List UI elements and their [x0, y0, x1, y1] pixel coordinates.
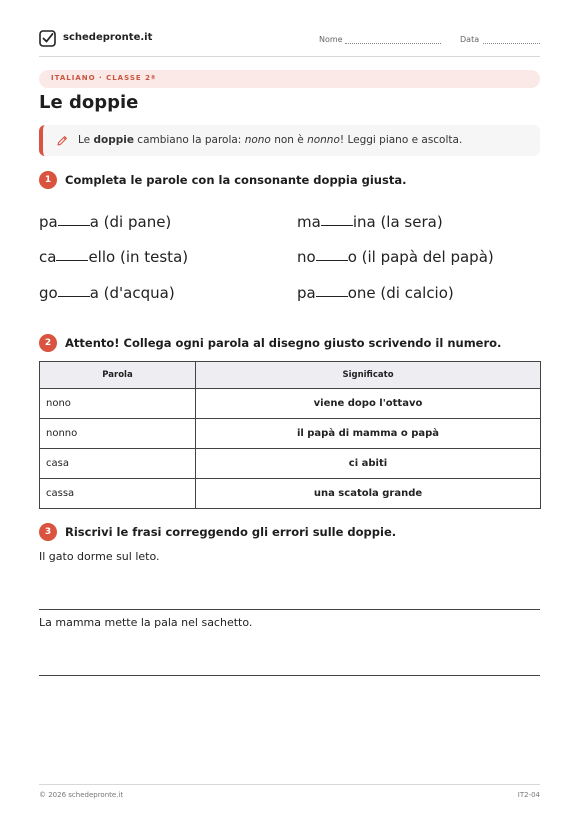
table-row — [40, 479, 541, 509]
section-title: Riscrivi le frasi correggendo gli errori sulle doppie. — [65, 525, 397, 539]
date-label: Data — [460, 35, 480, 44]
table-header-row — [40, 362, 541, 389]
table-row — [40, 389, 541, 419]
meaning-cell: viene dopo l'ottavo — [196, 389, 541, 419]
checkbox-logo-icon — [39, 30, 56, 47]
word-cell: cassa — [40, 479, 196, 509]
section-title: Attento! Collega ogni parola al disegno giusto scrivendo il numero. — [65, 336, 502, 350]
blank-field[interactable] — [316, 295, 348, 297]
section-number: 1 — [39, 171, 57, 189]
name-field[interactable] — [345, 43, 441, 44]
section-title: Completa le parole con la consonante doppia giusta. — [65, 173, 407, 187]
fill-word-6: pa one (di calcio) — [297, 284, 454, 302]
blank-field[interactable] — [321, 224, 353, 226]
page-header — [39, 30, 540, 57]
name-label: Nome — [319, 35, 343, 44]
column-header-meaning: Significato — [196, 362, 541, 389]
fill-word-1: pa a (di pane) — [39, 213, 172, 231]
meaning-cell: una scatola grande — [196, 479, 541, 509]
category-label: ITALIANO · CLASSE 2ª — [51, 74, 156, 82]
writing-line-2[interactable] — [39, 675, 540, 676]
fill-word-4: no o (il papà del papà) — [297, 248, 494, 266]
worksheet-code: IT2-04 — [517, 791, 540, 799]
page-footer — [39, 784, 540, 799]
sentence-1: Il gato dorme sul leto. — [39, 550, 160, 563]
fill-word-2: ma ina (la sera) — [297, 213, 443, 231]
tip-box — [39, 125, 540, 156]
fill-word-3: ca ello (in testa) — [39, 248, 189, 266]
blank-field[interactable] — [58, 224, 90, 226]
worksheet-page — [39, 0, 540, 819]
page-title: Le doppie — [39, 92, 139, 113]
fill-word-5: go a (d'acqua) — [39, 284, 175, 302]
copyright-text: © 2026 schedepronte.it — [39, 791, 124, 799]
section-number: 3 — [39, 523, 57, 541]
section-2-heading — [39, 334, 540, 354]
table-row — [40, 419, 541, 449]
section-3-heading — [39, 523, 540, 543]
word-cell: casa — [40, 449, 196, 479]
blank-field[interactable] — [316, 259, 348, 261]
pencil-icon — [56, 135, 68, 147]
section-1-heading — [39, 171, 540, 191]
section-number: 2 — [39, 334, 57, 352]
column-header-word: Parola — [40, 362, 196, 389]
matching-table — [39, 361, 541, 509]
meaning-cell: il papà di mamma o papà — [196, 419, 541, 449]
blank-field[interactable] — [58, 295, 90, 297]
tip-text: Le doppie cambiano la parola: nono non è nonno! Leggi piano e ascolta. — [78, 134, 463, 146]
writing-line-1[interactable] — [39, 609, 540, 610]
brand-name: schedepronte.it — [63, 32, 153, 43]
category-badge — [39, 70, 540, 88]
table-row — [40, 449, 541, 479]
word-cell: nono — [40, 389, 196, 419]
meaning-cell: ci abiti — [196, 449, 541, 479]
blank-field[interactable] — [56, 259, 88, 261]
date-field[interactable] — [483, 43, 540, 44]
sentence-2: La mamma mette la pala nel sachetto. — [39, 616, 253, 629]
word-cell: nonno — [40, 419, 196, 449]
